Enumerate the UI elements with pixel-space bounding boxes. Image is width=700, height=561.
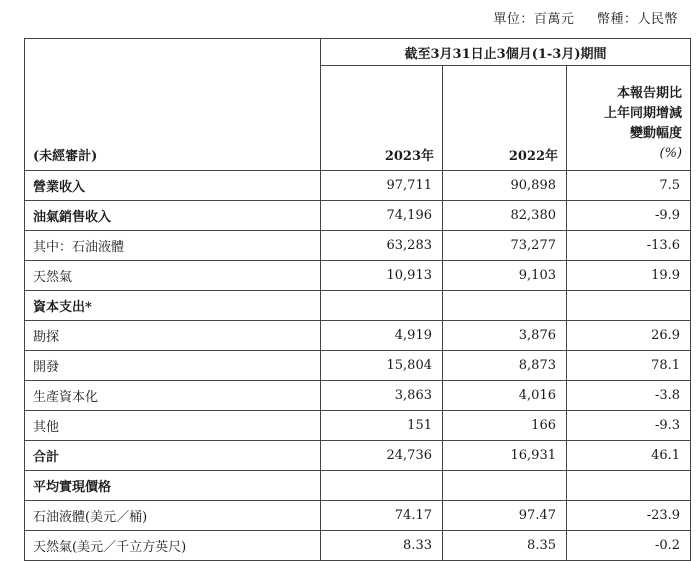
change-header-unit: (%) [659, 146, 683, 161]
table-row [25, 291, 691, 321]
table-row [25, 411, 691, 441]
row-label: 石油液體(美元／桶) [25, 501, 321, 531]
value-2022: 82,380 [443, 201, 567, 231]
table-row [25, 351, 691, 381]
change-header-line2: 上年同期增減 [604, 106, 683, 121]
value-2023: 15,804 [321, 351, 443, 381]
table-row [25, 501, 691, 531]
row-label: 勘探 [25, 321, 321, 351]
table-row [25, 231, 691, 261]
value-2022: 8.35 [443, 531, 567, 561]
value-change: -9.9 [567, 201, 691, 231]
value-2023: 74,196 [321, 201, 443, 231]
value-2023: 97,711 [321, 171, 443, 201]
unit-line [475, 8, 678, 27]
table-row [25, 321, 691, 351]
value-change [567, 471, 691, 501]
value-2022: 4,016 [443, 381, 567, 411]
value-change: -13.6 [567, 231, 691, 261]
unaudited-label: (未經審計) [33, 149, 98, 164]
row-label: 其中：石油液體 [25, 231, 321, 261]
unit-label: 單位：百萬元 [493, 12, 575, 27]
change-header-line1: 本報告期比 [617, 86, 683, 101]
table-row [25, 441, 691, 471]
value-change [567, 291, 691, 321]
value-2022 [443, 471, 567, 501]
value-2023: 151 [321, 411, 443, 441]
row-label: 平均實現價格 [25, 471, 321, 501]
value-2023: 10,913 [321, 261, 443, 291]
value-change: 7.5 [567, 171, 691, 201]
column-header-change [567, 66, 691, 171]
row-label: 合計 [25, 441, 321, 471]
row-label: 油氣銷售收入 [25, 201, 321, 231]
value-change: 46.1 [567, 441, 691, 471]
value-2023: 8.33 [321, 531, 443, 561]
row-label: 天然氣 [25, 261, 321, 291]
row-label: 天然氣(美元／千立方英尺) [25, 531, 321, 561]
row-label: 營業收入 [25, 171, 321, 201]
value-change: 19.9 [567, 261, 691, 291]
value-2023: 24,736 [321, 441, 443, 471]
table-row [25, 531, 691, 561]
table-row [25, 261, 691, 291]
value-2023: 3,863 [321, 381, 443, 411]
row-label: 開發 [25, 351, 321, 381]
value-2022: 73,277 [443, 231, 567, 261]
value-2023 [321, 471, 443, 501]
change-header-line3: 變動幅度 [630, 126, 683, 141]
financial-table [24, 38, 691, 561]
table-row [25, 201, 691, 231]
header-row-period [25, 39, 691, 66]
value-2022: 16,931 [443, 441, 567, 471]
value-2022: 8,873 [443, 351, 567, 381]
value-change: 26.9 [567, 321, 691, 351]
value-change: -9.3 [567, 411, 691, 441]
column-header-2022: 2022年 [443, 66, 567, 171]
row-label: 資本支出* [25, 291, 321, 321]
value-2022: 90,898 [443, 171, 567, 201]
value-change: 78.1 [567, 351, 691, 381]
value-2022 [443, 291, 567, 321]
value-change: -0.2 [567, 531, 691, 561]
column-header-2023: 2023年 [321, 66, 443, 171]
table-row [25, 471, 691, 501]
period-header: 截至3月31日止3個月(1-3月)期間 [321, 39, 691, 66]
value-change: -3.8 [567, 381, 691, 411]
row-label: 其他 [25, 411, 321, 441]
value-2023 [321, 291, 443, 321]
row-label: 生產資本化 [25, 381, 321, 411]
value-2022: 166 [443, 411, 567, 441]
value-2023: 74.17 [321, 501, 443, 531]
value-2022: 97.47 [443, 501, 567, 531]
currency-label: 幣種：人民幣 [596, 12, 678, 27]
unaudited-cell [25, 39, 321, 171]
value-2023: 63,283 [321, 231, 443, 261]
value-change: -23.9 [567, 501, 691, 531]
value-2023: 4,919 [321, 321, 443, 351]
table-row [25, 381, 691, 411]
value-2022: 3,876 [443, 321, 567, 351]
value-2022: 9,103 [443, 261, 567, 291]
table-row [25, 171, 691, 201]
